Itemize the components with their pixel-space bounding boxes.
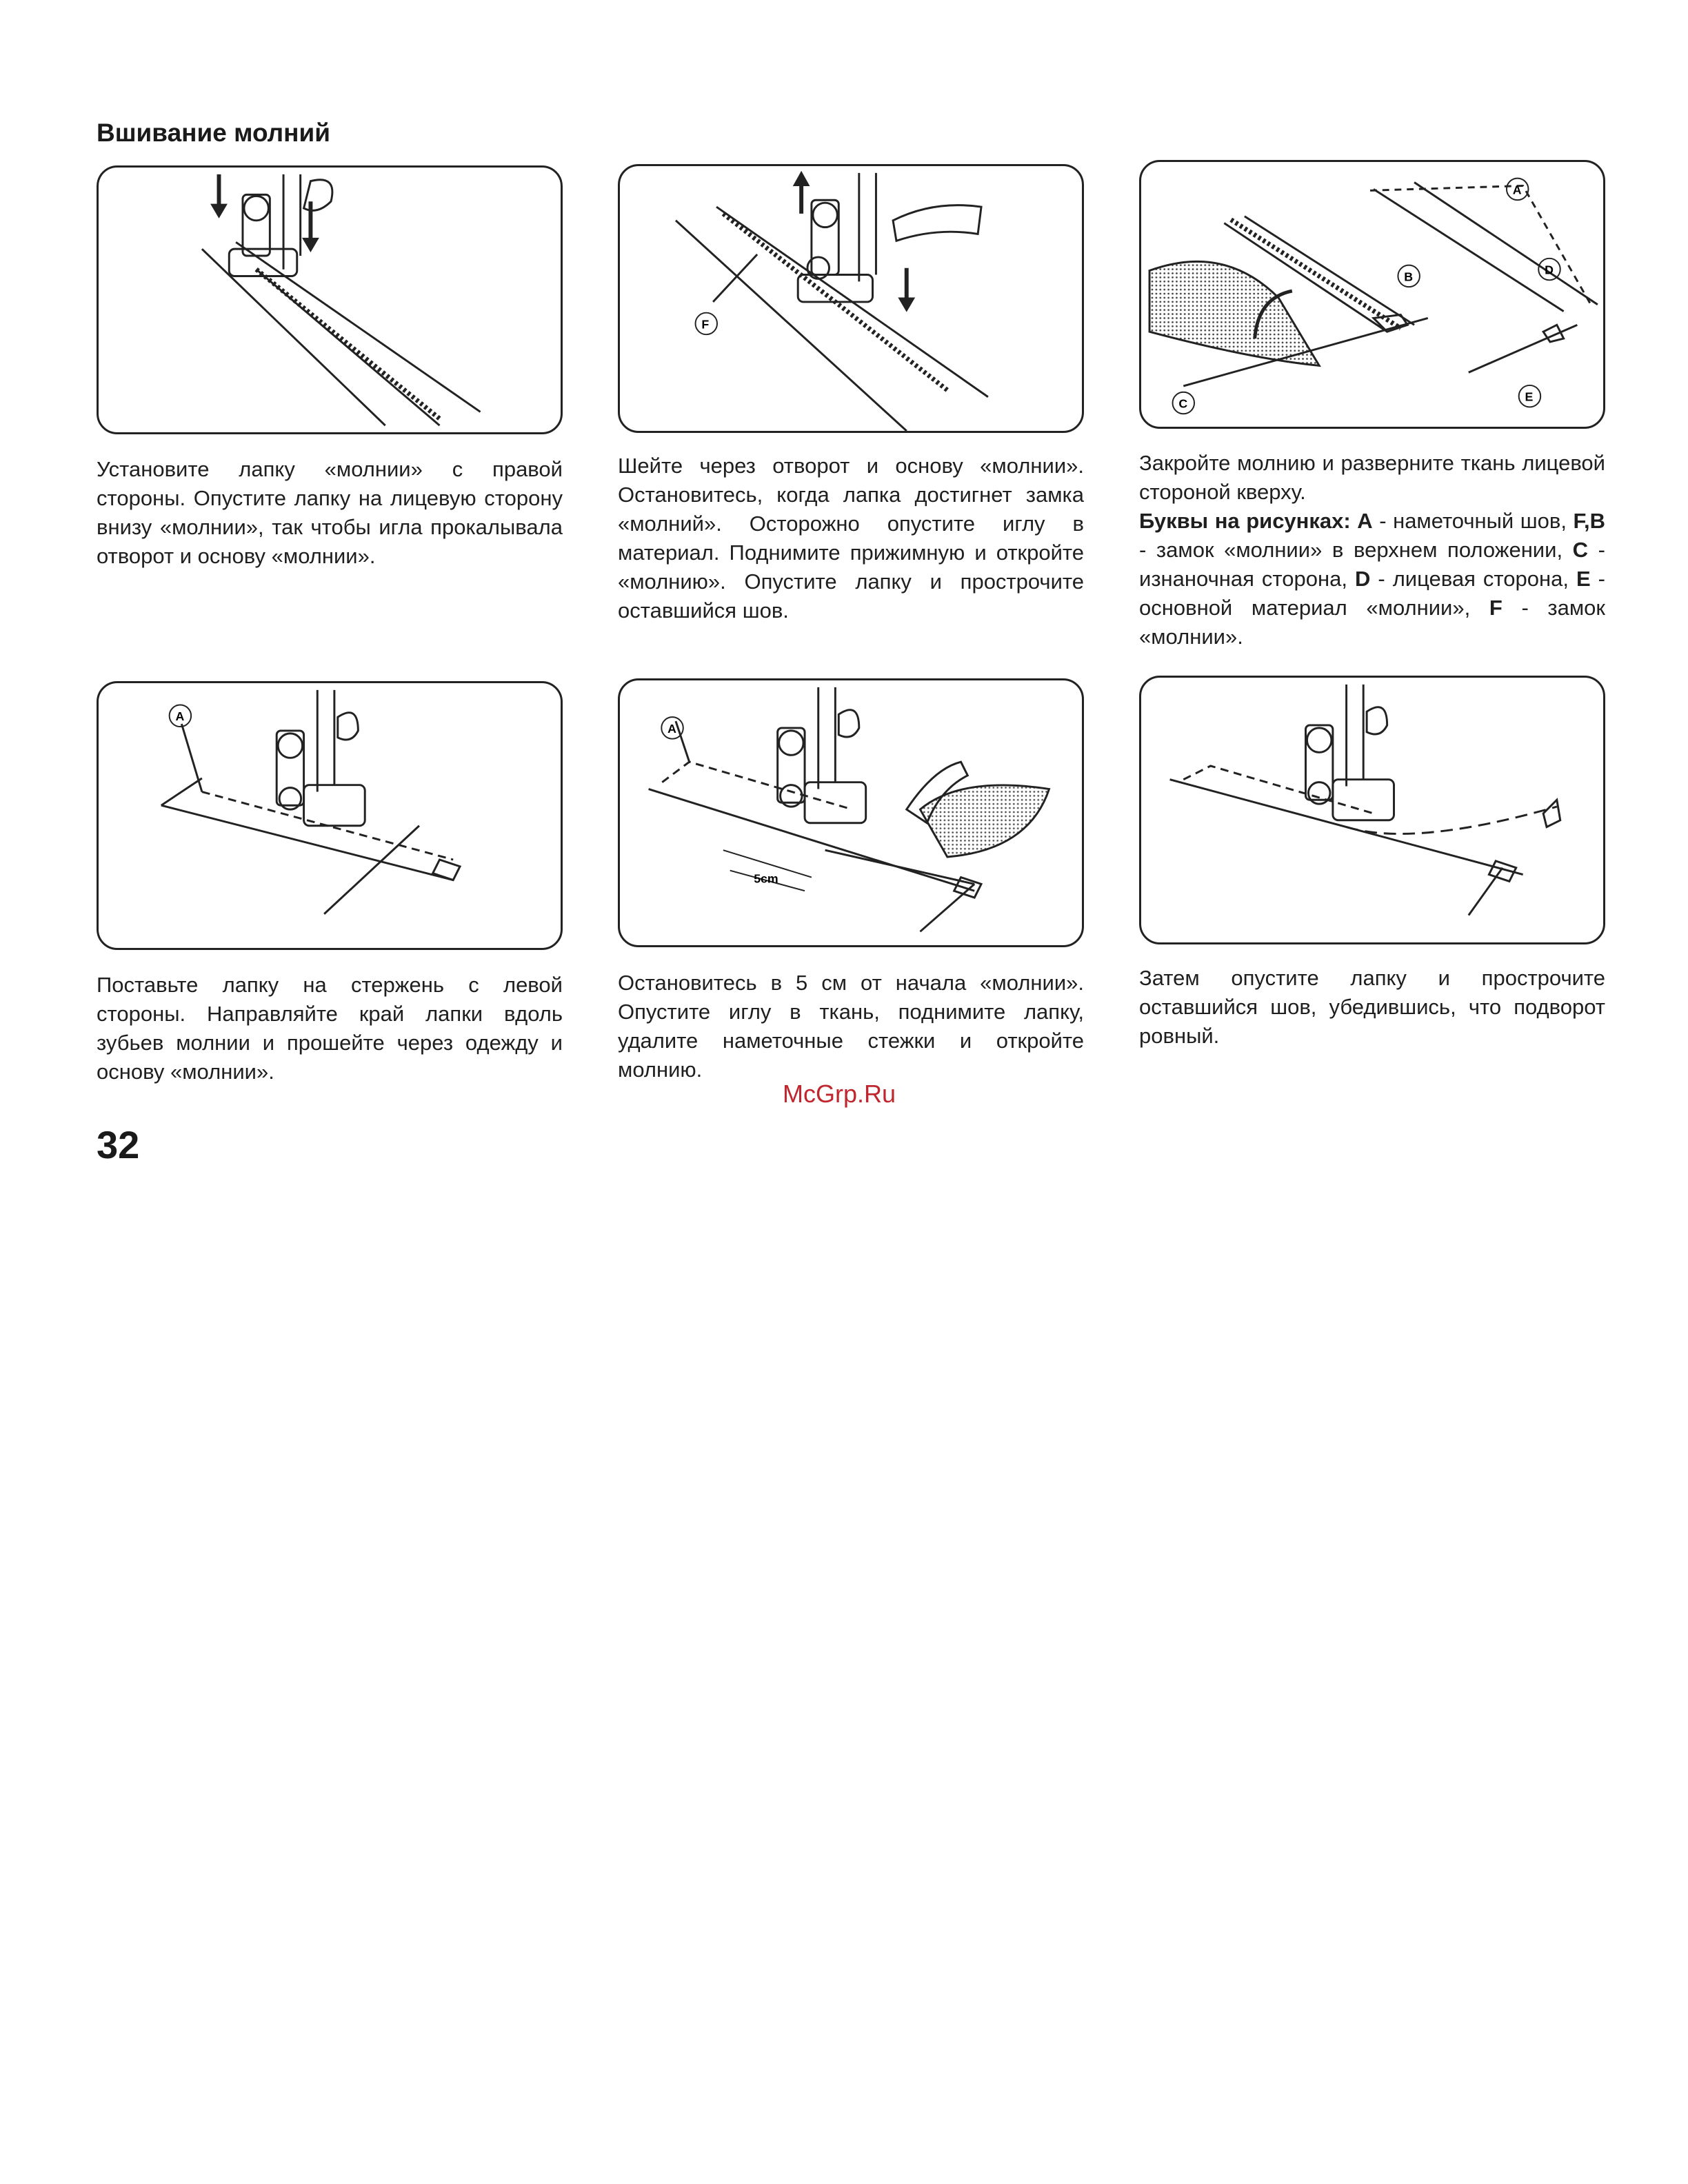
illustration-step-3 — [1139, 160, 1605, 429]
measure-label: 5cm — [754, 871, 778, 886]
caption-step-2: Шейте через отворот и основу «молнии». Остановитесь, когда лапка достигнет замка «молний». Осторожно опустите иглу в материал. Поднимите прижимную и откройте «молнию». Опустите лапку и прострочите оставшийся шов. — [618, 454, 1084, 623]
caption-step-6: Затем опустите лапку и прострочите оставшийся шов, убедившись, что подворот ровный. — [1139, 966, 1605, 1048]
legend-key-d: D — [1354, 567, 1371, 591]
legend-text-e: - основной материал «молнии», — [1139, 567, 1606, 620]
caption-step-5: Остановитесь в 5 см от начала «молнии». Опустите иглу в ткань, поднимите лапку, удалите наметочные стежки и откройте молнию. — [618, 971, 1084, 1082]
finish-seam-illustration — [1141, 678, 1603, 942]
legend: Буквы на рисунках: A - наметочный шов, F,B - замок «молнии» в верхнем положении, C - изнаночная сторона, D - лицевая сторона, E - основной материал «молнии», F - замок «молнии». — [1139, 509, 1606, 649]
illustration-step-1 — [97, 165, 563, 434]
caption-step-4: Поставьте лапку на стержень с левой стороны. Направляйте край лапки вдоль зубьев молнии и прошейте через одежду и основу «молнии». — [97, 973, 563, 1084]
illustration-step-4 — [97, 681, 563, 950]
legend-text-a: - наметочный шов, — [1372, 509, 1574, 533]
legend-text-f: - замок «молнии». — [1139, 596, 1605, 649]
caption-step-3 — [1139, 449, 1605, 651]
legend-key-a: A — [1357, 509, 1373, 533]
label-a: A — [1512, 183, 1522, 197]
label-e: E — [1525, 390, 1534, 404]
illustration-step-5 — [618, 678, 1084, 947]
zipper-unfold-illustration — [1141, 162, 1603, 427]
legend-text-fb: - замок «молнии» в верхнем положении, — [1139, 538, 1573, 562]
label-c: C — [1178, 396, 1188, 411]
legend-key-c: C — [1572, 538, 1589, 562]
legend-text-c: - изнаночная сторона, — [1139, 538, 1605, 591]
page-number: 32 — [97, 1123, 140, 1166]
caption-step-3-text: Закройте молнию и разверните ткань лицевой стороной кверху. — [1139, 451, 1605, 504]
label-a: A — [175, 709, 185, 724]
label-d: D — [1545, 263, 1554, 277]
legend-key-e: E — [1576, 567, 1591, 591]
legend-title: Буквы на рисунках — [1139, 509, 1344, 533]
legend-text-d: - лицевая сторона, — [1370, 567, 1576, 591]
sewing-zipper-illustration — [620, 166, 1082, 431]
legend-key-f: F — [1489, 596, 1503, 620]
illustration-step-6 — [1139, 676, 1605, 944]
legend-key-fb: F,B — [1573, 509, 1606, 533]
remove-basting-illustration — [620, 680, 1082, 945]
caption-step-1: Установите лапку «молнии» с правой стороны. Опустите лапку на лицевую сторону внизу «молнии», так чтобы игла прокалывала отворот и основу «молнии». — [97, 457, 563, 568]
sewing-foot-left-illustration — [99, 683, 561, 948]
sewing-foot-right-illustration — [99, 168, 561, 432]
page-title: Вшивание молний — [97, 119, 330, 147]
label-b: B — [1404, 270, 1414, 284]
label-f: F — [701, 317, 710, 332]
watermark: McGrp.Ru — [783, 1080, 896, 1108]
illustration-step-2 — [618, 164, 1084, 433]
label-a: A — [667, 721, 676, 736]
